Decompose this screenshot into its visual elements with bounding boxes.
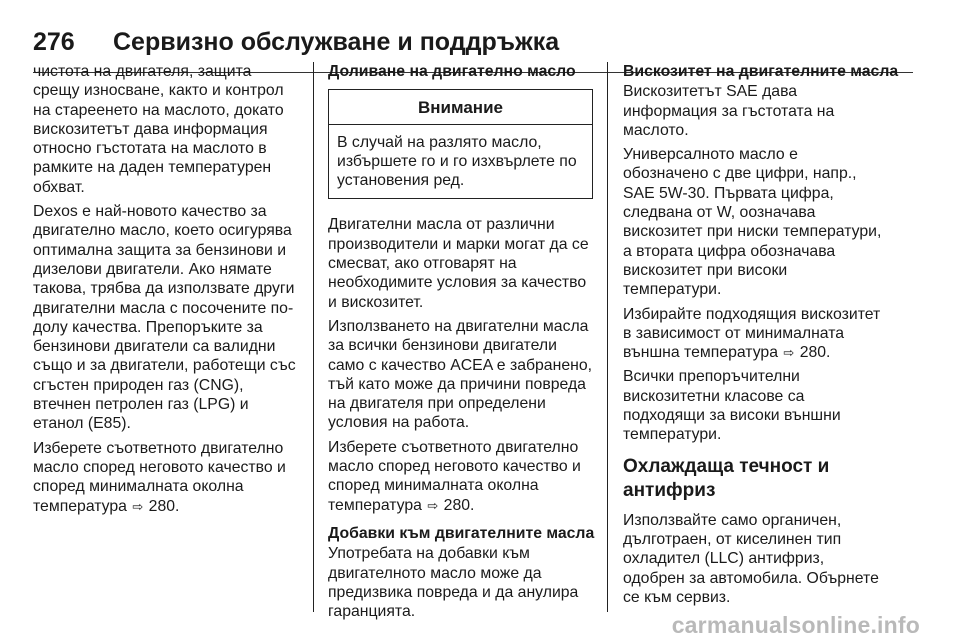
paragraph-sae: Вискозитетът SAE дава информация за гъстотата на маслото.	[623, 83, 835, 139]
paragraph-oil-quality: чистота на двигателя, защита срещу износване, както и контрол на стареенето на маслото, докато вискозитетът дава информация относно гъстотата на маслото в рамките на даден температурен обхват.	[33, 63, 284, 196]
page-reference-link[interactable]: 280.	[148, 497, 180, 515]
heading-coolant-antifreeze: Охлаждаща течност и антифриз	[623, 455, 830, 501]
column-divider-2	[607, 62, 608, 612]
page-reference-link[interactable]: 280.	[799, 344, 831, 362]
paragraph-additives: Употребата на добавки към двигателното масло може да предизвика повреда и да анулира гаранцията.	[328, 545, 579, 621]
watermark: carmanualsonline.info	[671, 612, 920, 638]
column-3	[623, 62, 899, 612]
notice-title: Внимание	[329, 90, 592, 124]
page-reference-arrow-icon: ⇨	[132, 498, 144, 514]
page-reference-arrow-icon: ⇨	[427, 497, 439, 513]
column-2	[328, 62, 593, 626]
paragraph-viscosity-classes: Всички препоръчителни вискозитетни класове са подходящи за високи външни температури.	[623, 368, 841, 444]
paragraph-choose-viscosity: Избирайте подходящия вискозитет в зависимост от минималната външна температура ⇨ 280.	[623, 305, 881, 362]
paragraph-coolant: Използвайте само органичен, дълготраен, от киселинен тип охладител (LLC) антифриз, одобрен за автомобила. Обърнете се към сервиз.	[623, 511, 879, 606]
caution-notice-box	[328, 89, 593, 199]
paragraph-acea: Използването на двигателни масла за всички бензинови двигатели само с качество ACEA е забранено, тъй като може да причини повреда на двигателя при определени условия на работа.	[328, 317, 593, 432]
page-reference-link[interactable]: 280.	[443, 496, 475, 514]
paragraph-select-oil-2: Изберете съответното двигателно масло според неговото качество и според минималната околна температура ⇨ 280.	[328, 438, 581, 514]
paragraph-dexos: Dexos е най-новото качество за двигателно масло, което осигурява оптимална защита за бензинови и дизелови двигатели. Ако нямате такова, трябва да използвате други двигателни масла с посочените по- долу качества. Препоръките за бензинови двигатели са валидни също и за двигатели, работещи със сгъстен природен газ (CNG), втечнен петролен газ (LPG) и етанол (E85).	[33, 203, 296, 433]
paragraph-multigrade: Универсалното масло е обозначено с две цифри, напр., SAE 5W-30. Първата цифра, следвана от W, оозначава вискозитет при ниски температури, а втората цифра обозначава вискозитет при високи температури.	[623, 146, 882, 299]
notice-body: В случай на разлято масло, избършете го и го изхвърлете по установения ред.	[337, 133, 577, 190]
page-reference-arrow-icon: ⇨	[783, 345, 795, 361]
heading-oil-viscosity: Вискозитет на двигателните масла	[623, 63, 899, 80]
heading-topping-up-oil: Доливане на двигателно масло	[328, 63, 576, 80]
column-1	[33, 62, 303, 521]
paragraph-select-oil: Изберете съответното двигателно масло според неговото качество и според минималната околна температура ⇨ 280.	[33, 439, 286, 515]
page-header	[33, 22, 913, 56]
column-divider-1	[313, 62, 314, 612]
page-number: 276	[33, 28, 75, 56]
heading-oil-additives: Добавки към двигателните масла	[328, 524, 595, 542]
chapter-title: Сервизно обслужване и поддръжка	[113, 28, 560, 56]
paragraph-mixing-oils: Двигателни масла от различни производители и марки могат да се смесват, ако отговарят на необходимите условия за качество и вискозитет.	[328, 216, 589, 311]
